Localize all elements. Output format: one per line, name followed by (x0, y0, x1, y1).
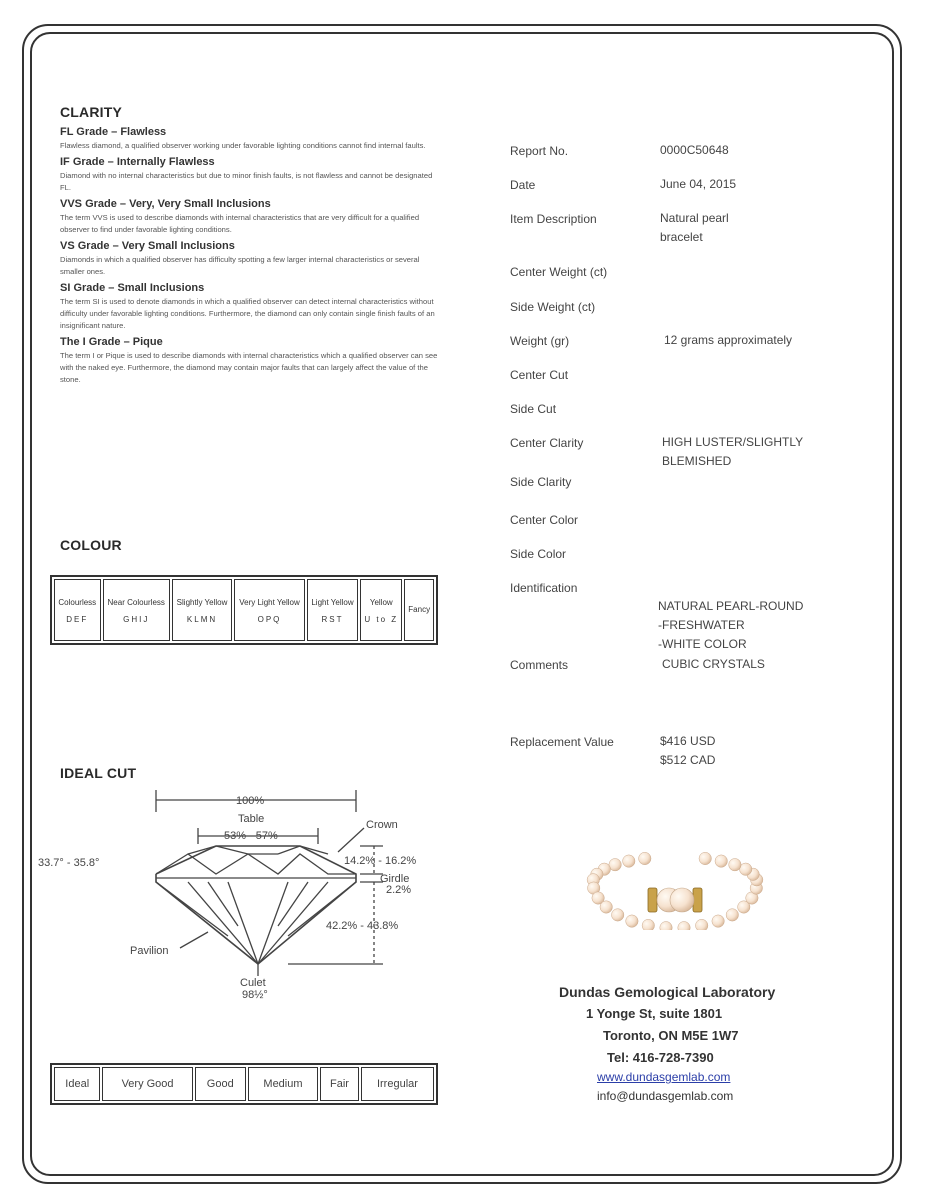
lab-phone: Tel: 416-728-7390 (607, 1050, 714, 1065)
grade-title: VVS Grade – Very, Very Small Inclusions (60, 198, 271, 210)
side-color-label: Side Color (510, 547, 567, 561)
replacement-usd: $416 USD (660, 734, 716, 748)
grade-description: Flawless diamond, a qualified observer working under favorable lighting conditions cannot find internal faults. (60, 141, 426, 150)
side-weight-label: Side Weight (ct) (510, 300, 596, 314)
cut-grade-cell: Irregular (361, 1067, 434, 1101)
pavilion-leader-line (180, 932, 208, 948)
item-description-label: Item Description (510, 212, 597, 226)
colour-cell (54, 579, 101, 641)
grade-description: Diamond with no internal characteristics but due to minor finish faults, is not flawless and cannot be designated FL. (60, 171, 433, 192)
lab-address-line2: Toronto, ON M5E 1W7 (603, 1028, 739, 1043)
item-description-line: bracelet (660, 230, 703, 244)
date-value: June 04, 2015 (660, 177, 737, 191)
identification-line: NATURAL PEARL-ROUND (658, 599, 804, 613)
clarity-grade-if (60, 156, 440, 194)
crown-leader-line (338, 828, 364, 852)
colour-name: Fancy (408, 605, 431, 614)
center-cut-label: Center Cut (510, 368, 569, 382)
clarity-grade-si (60, 282, 440, 332)
crown-angle-label: 33.7° - 35.8° (38, 857, 100, 869)
pearl (609, 859, 621, 871)
pearl (712, 915, 724, 927)
crown-label: Crown (366, 819, 398, 831)
pearl (660, 922, 672, 931)
identification-label: Identification (510, 581, 578, 595)
crown-facets (156, 854, 356, 874)
center-clarity-line: HIGH LUSTER/SLIGHTLY (662, 435, 804, 449)
colour-grade: GHIJ (123, 614, 150, 624)
width-label: 100% (236, 795, 265, 807)
crown-facet-line (278, 846, 300, 854)
bracelet-end-caps (648, 888, 702, 912)
colour-grade: DEF (66, 614, 89, 624)
pearl (623, 855, 635, 867)
ideal-cut-title: IDEAL CUT (60, 765, 137, 781)
replacement-value-label: Replacement Value (510, 735, 614, 749)
pavilion-facet-line (156, 882, 228, 936)
clarity-section (60, 126, 440, 390)
pearl (639, 852, 651, 864)
colour-grade: U to Z (364, 614, 399, 624)
colour-cell (307, 579, 358, 641)
clarity-grade-fl (60, 126, 440, 152)
colour-cell (172, 579, 232, 641)
pearl (715, 855, 727, 867)
pearl (600, 901, 612, 913)
comments-value: CUBIC CRYSTALS (662, 657, 765, 671)
table-label: Table (238, 813, 265, 825)
colour-name: Very Light Yellow (239, 597, 300, 607)
crown-facet-line (216, 846, 248, 854)
pavilion-label: Pavilion (130, 945, 169, 957)
colour-name: Slightly Yellow (176, 597, 228, 607)
identification-line: -FRESHWATER (658, 618, 745, 632)
clarity-title: CLARITY (60, 104, 123, 120)
lab-email[interactable]: info@dundasgemlab.com (597, 1089, 734, 1103)
identification-value (658, 597, 803, 654)
table-range-label: 53% - 57% (224, 830, 278, 842)
pearl (678, 922, 690, 931)
pearl (699, 852, 711, 864)
grade-description: Diamonds in which a qualified observer has difficulty spotting a few larger internal characteristics or several smaller ones. (60, 255, 420, 276)
side-cut-label: Side Cut (510, 402, 557, 416)
side-clarity-label: Side Clarity (510, 475, 572, 489)
item-description-value (660, 209, 729, 247)
crown-height-label: 14.2% - 16.2% (344, 855, 417, 867)
colour-cell (103, 579, 170, 641)
weight-label: Weight (gr) (510, 334, 570, 348)
colour-grade: OPQ (257, 614, 282, 624)
replacement-cad: $512 CAD (660, 753, 716, 767)
center-weight-label: Center Weight (ct) (510, 265, 608, 279)
comments-label: Comments (510, 658, 569, 672)
cut-grade-cell: Very Good (102, 1067, 192, 1101)
grade-title: SI Grade – Small Inclusions (60, 282, 205, 294)
pearl (740, 863, 752, 875)
replacement-value (660, 732, 715, 770)
center-color-label: Center Color (510, 513, 579, 527)
grade-description: The term I or Pique is used to describe diamonds with internal characteristics which a qualified observer can see with the naked eye. Furthermore, the diamond may contain major faults that can largely affect the value of the stone. (60, 351, 438, 384)
pearl (696, 919, 708, 930)
clarity-grade-i (60, 336, 440, 386)
clarity-grade-vvs (60, 198, 440, 236)
pearl (642, 919, 654, 930)
colour-grade: KLMN (186, 614, 218, 624)
pavilion-facet-line (278, 882, 308, 926)
colour-name: Yellow (369, 597, 393, 607)
grade-description: The term VVS is used to describe diamonds with internal characteristics that are very difficult for a qualified observer to find under favorable lighting conditions. (60, 213, 420, 234)
cut-grade-table (50, 1063, 438, 1105)
date-label: Date (510, 178, 536, 192)
girdle-label: Girdle (380, 873, 410, 885)
grade-title: FL Grade – Flawless (60, 126, 167, 138)
culet-label: Culet (240, 977, 266, 989)
pavilion-facet-line (208, 882, 238, 926)
lab-name: Dundas Gemological Laboratory (559, 984, 776, 1000)
diamond-cut-diagram (38, 786, 438, 1006)
lab-website-link[interactable]: www.dundasgemlab.com (597, 1070, 731, 1084)
pavilion-facet-line (188, 882, 258, 964)
cut-grade-cell: Fair (320, 1067, 359, 1101)
report-no-label: Report No. (510, 144, 569, 158)
center-clarity-line: BLEMISHED (662, 454, 732, 468)
grade-title: IF Grade – Internally Flawless (60, 156, 215, 168)
pearl (726, 909, 738, 921)
cut-grade-cell: Medium (248, 1067, 318, 1101)
identification-line: -WHITE COLOR (658, 637, 747, 651)
colour-cell (234, 579, 305, 641)
item-description-line: Natural pearl (660, 211, 729, 225)
pearl-bracelet-image (585, 820, 765, 930)
grade-title: The I Grade – Pique (60, 336, 163, 348)
colour-grade: RST (321, 614, 344, 624)
pavilion-depth-label: 42.2% - 43.8% (326, 920, 399, 932)
cut-grade-cell: Good (195, 1067, 246, 1101)
clarity-grade-vs (60, 240, 440, 278)
culet-value-label: 98½° (242, 989, 268, 1001)
pearl (612, 909, 624, 921)
grade-description: The term SI is used to denote diamonds in which a qualified observer can detect internal characteristics without difficulty under favorable lighting conditions. Furthermore, the diamond can only contain single finish faults of an insignificant nature. (60, 297, 435, 330)
center-clarity-value (662, 433, 803, 471)
lab-address-line1: 1 Yonge St, suite 1801 (586, 1006, 723, 1021)
colour-title: COLOUR (60, 537, 122, 553)
colour-name: Colourless (58, 597, 97, 607)
center-clarity-label: Center Clarity (510, 436, 584, 450)
cut-grade-cell: Ideal (54, 1067, 100, 1101)
report-no-value: 0000C50648 (660, 143, 729, 157)
colour-cell (404, 579, 434, 641)
girdle-value-label: 2.2% (386, 884, 412, 896)
colour-name: Light Yellow (311, 597, 354, 607)
colour-scale-table (50, 575, 438, 645)
grade-title: VS Grade – Very Small Inclusions (60, 240, 235, 252)
pavilion-facet-line (258, 882, 328, 964)
colour-name: Near Colourless (107, 597, 165, 607)
colour-cell (360, 579, 402, 641)
pearl (626, 915, 638, 927)
weight-value: 12 grams approximately (664, 333, 793, 347)
pearl (729, 859, 741, 871)
